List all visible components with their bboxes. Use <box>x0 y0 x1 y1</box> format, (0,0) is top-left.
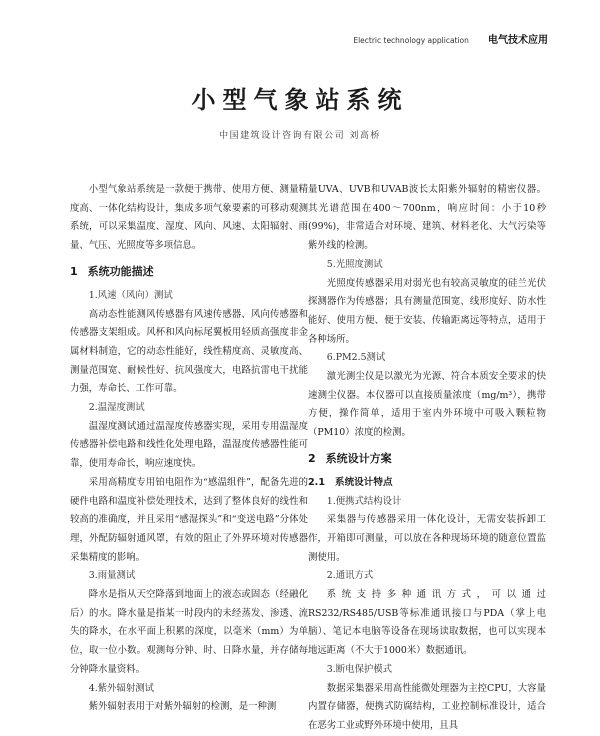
section-number: 2 <box>308 451 316 465</box>
item-paragraph: 紫外辐射表用于对紫外辐射的检测，是一种测 <box>88 701 277 713</box>
item-heading: 5.光照度测试 <box>326 258 383 270</box>
item-paragraph: 高动态性能测风传感器有风速传感器、风向传感器和传感器支架组成。风杯和风向标尾翼板用轻质高强度非金属材料制造，它的动态性能好，线性精度高、灵敏度高、测量范围宽、耐候性好、抗风强度大，电路抗雷电干扰能力强，寿命长、工作可靠。 <box>70 308 308 395</box>
subsection-title: 系统设计特点 <box>335 476 393 488</box>
intro-paragraph: 小型气象站系统是一款便于携带、使用方便、测量精度高、一体化结构设计，集成多项气象要素的可移动观测系统，可以采集温度、湿度、风向、风速、太阳辐射、雨量、气压、光照度等多项信息。 <box>70 184 308 252</box>
section-title: 系统设计方案 <box>325 451 392 465</box>
item-paragraph: 采用高精度专用铂电阻作为“感温组件”，配备先进的硬件电路和温度补偿处理技术，达到了整体良好的线性和较高的准确度，并且采用“感湿探头”和“变送电路”分体处理，外配防辐射通风罩，有效的阻止了外界环境对传感器采集精度的影响。 <box>70 476 308 563</box>
item-heading: 4.紫外辐射测试 <box>88 682 154 694</box>
section-title: 系统功能描述 <box>87 264 154 278</box>
item-heading: 2.温湿度测试 <box>88 402 145 414</box>
item-paragraph: 采集器与传感器采用一体化设计，无需安装拆卸工作，开箱即可测量，可以放在各种现场环境的随意位置监测使用。 <box>308 514 546 563</box>
left-column <box>70 181 308 717</box>
right-column <box>308 181 546 736</box>
item-paragraph: 降水是指从天空降落到地面上的液态或固态（经融化后）的水。降水量是指某一时段内的未经蒸发、渗透、流失的降水，在水平面上积累的深度，以毫米（mm）为单位，取一位小数。观测每分钟、时、日降水量，并存储每分钟降水量资料。 <box>70 589 308 675</box>
item-heading: 6.PM2.5测试 <box>326 352 386 364</box>
item-paragraph: 温湿度测试通过温湿度传感器实现，采用专用温湿度传感器补偿电路和线性化处理电路，温湿度传感器性能可靠，使用寿命长，响应速度快。 <box>70 420 308 470</box>
section-number: 1 <box>70 264 78 278</box>
item-heading: 3.断电保护模式 <box>326 663 392 675</box>
section-1-heading <box>70 263 308 281</box>
section-2-heading <box>308 450 546 468</box>
article-title: 小型气象站系统 <box>191 86 409 114</box>
item-heading: 1.风速（风向）测试 <box>88 289 173 301</box>
header-english: Electric technology application <box>353 36 469 45</box>
continued-paragraph: 量UVA、UVB和UVAB波长太阳紫外辐射的精密仪器。其光谱范围在400～700nm，响应时间：小于10秒(99%)，非常适合对环境、建筑、材料老化、大气污染等紫外线的检测。 <box>308 184 546 252</box>
item-heading: 3.雨量测试 <box>88 570 136 582</box>
article-authors: 中国建筑设计咨询有限公司 刘高桥 <box>219 131 381 141</box>
item-paragraph: 光照度传感器采用对弱光也有较高灵敏度的硅兰光伏探测器作为传感器；具有测量范围宽、线形度好、防水性能好、使用方便、便于安装、传输距离远等特点，适用于各种场所。 <box>308 277 546 345</box>
subsection-2-1-heading <box>308 474 546 493</box>
item-paragraph: 数据采集器采用高性能微处理器为主控CPU，大容量内置存储器，便携式防腐结构，工业控制标准设计，适合在恶劣工业或野外环境中使用，且具 <box>308 682 546 731</box>
subsection-number: 2.1 <box>308 476 325 488</box>
header-chinese: 电气技术应用 <box>488 35 548 46</box>
item-heading: 1.便携式结构设计 <box>326 495 402 507</box>
item-paragraph: 激光测尘仪是以激光为光源、符合本质安全要求的快速测尘仪器。本仪器可以直接质量浓度（mg/m³），携带方便，操作简单，适用于室内外环境中可吸入颗粒物（PM10）浓度的检测。 <box>308 371 546 439</box>
running-header <box>353 28 548 47</box>
item-heading: 2.通讯方式 <box>326 570 374 582</box>
item-paragraph: 系统支持多种通讯方式，可以通过RS232/RS485/USB等标准通讯接口与PDA（掌上电脑）、笔记本电脑等设备在现场读取数据，也可以实现本地远距离（不大于1000米）数据通讯。 <box>308 589 546 657</box>
